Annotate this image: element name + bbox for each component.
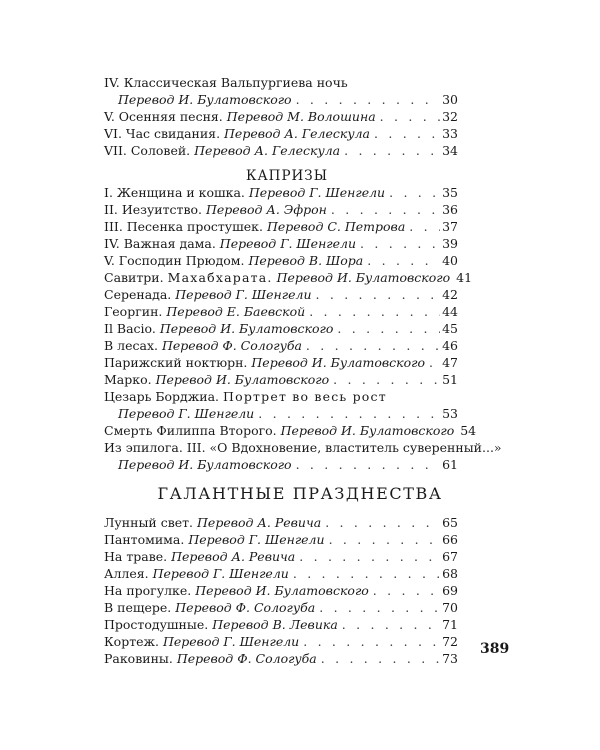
dot-leader	[299, 548, 440, 565]
toc-entry	[104, 184, 458, 201]
entry-title: IV. Важная дама.	[104, 236, 216, 251]
entry-title: Il Bacio.	[104, 321, 156, 336]
entry-page-number: 73	[442, 651, 458, 666]
entry-page-number: 69	[442, 583, 458, 598]
dot-leader	[329, 531, 441, 548]
entry-title: I. Женщина и кошка.	[104, 185, 245, 200]
entry-translator: Перевод Г. Шенгели	[248, 185, 386, 200]
entry-page-number: 65	[442, 515, 458, 530]
entry-translator: Перевод А. Эфрон	[205, 202, 327, 217]
entry-title: Из эпилога. III. «О Вдохновение, властитель суверенный...»	[104, 440, 502, 455]
entry-page-number: 41	[456, 270, 473, 285]
entry-page-number: 71	[442, 617, 458, 632]
entry-translator: Перевод М. Волошина	[226, 109, 376, 124]
entry-title: V. Осенняя песня.	[104, 109, 223, 124]
dot-leader	[344, 142, 440, 159]
toc-entry	[104, 235, 458, 252]
entry-translator: Перевод И. Булатовского	[280, 423, 455, 438]
toc-entry	[104, 582, 458, 599]
entry-translator: Перевод Ф. Сологуба	[161, 338, 302, 353]
entry-text	[104, 235, 356, 252]
toc-entry	[104, 354, 458, 371]
entry-translator: Перевод И. Булатовского	[195, 583, 369, 598]
entry-page-number: 37	[442, 219, 458, 234]
entry-page-number: 72	[442, 634, 458, 649]
entry-page-number: 46	[442, 338, 458, 353]
entry-text	[104, 184, 385, 201]
entry-translator: Перевод А. Гелескула	[224, 126, 370, 141]
toc-entry	[104, 371, 458, 388]
entry-page-number: 39	[442, 236, 458, 251]
toc-entry	[104, 337, 458, 354]
entry-title: Георгин.	[104, 304, 163, 319]
toc-entry-title-line	[104, 439, 502, 456]
dot-leader	[429, 354, 440, 371]
entry-text	[104, 548, 295, 565]
section-heading-fetes-galantes: ГАЛАНТНЫЕ ПРАЗДНЕСТВА	[157, 484, 443, 503]
entry-title: Марко.	[104, 372, 152, 387]
entry-title: Пантомима.	[104, 532, 185, 547]
dot-leader	[333, 371, 440, 388]
entry-translator: Перевод Г. Шенгели	[188, 532, 325, 547]
entry-page-number: 44	[442, 304, 458, 319]
entry-text	[104, 108, 376, 125]
toc-entry	[104, 548, 458, 565]
entry-translator: Перевод А. Ревича	[197, 515, 322, 530]
entry-page-number: 51	[442, 372, 458, 387]
dot-leader	[296, 456, 441, 473]
toc-group-caprices	[104, 184, 502, 473]
entry-page-number: 36	[442, 202, 458, 217]
entry-translator: Перевод Ф. Сологуба	[175, 600, 316, 615]
entry-subtitle: Портрет во весь рост	[223, 389, 387, 404]
entry-title: Простодушные.	[104, 617, 209, 632]
entry-translator: Перевод И. Булатовского	[118, 457, 292, 472]
entry-text	[104, 565, 289, 582]
toc-entry	[104, 269, 473, 286]
dot-leader	[342, 616, 440, 633]
entry-translator: Перевод Г. Шенгели	[219, 236, 357, 251]
entry-text	[104, 422, 454, 439]
entry-translator: Перевод А. Гелескула	[194, 143, 341, 158]
entry-page-number: 34	[442, 143, 458, 158]
entry-text	[104, 125, 370, 142]
dot-leader	[331, 201, 440, 218]
entry-translator: Перевод Е. Баевской	[166, 304, 306, 319]
toc-group-fetes-galantes	[104, 514, 458, 667]
toc-entry	[104, 320, 458, 337]
entry-title: V. Господин Прюдом.	[104, 253, 245, 268]
entry-translator: Перевод Г. Шенгели	[175, 287, 312, 302]
dot-leader	[325, 514, 440, 531]
entry-title: Раковины.	[104, 651, 173, 666]
entry-title: На траве.	[104, 549, 168, 564]
entry-title: Лунный свет.	[104, 515, 194, 530]
entry-page-number: 33	[442, 126, 458, 141]
dot-leader	[360, 235, 440, 252]
entry-page-number: 67	[442, 549, 458, 564]
toc-group-verses	[104, 74, 458, 159]
toc-entry	[104, 108, 458, 125]
page-number: 389	[480, 641, 510, 657]
entry-text	[104, 582, 369, 599]
entry-text	[104, 201, 327, 218]
entry-translator: Перевод И. Булатовского	[118, 92, 292, 107]
entry-page-number: 32	[442, 109, 458, 124]
entry-page-number: 70	[442, 600, 458, 615]
entry-page-number: 53	[442, 406, 458, 421]
entry-translator: Перевод И. Булатовского	[159, 321, 334, 336]
entry-text	[104, 269, 450, 286]
entry-page-number: 30	[442, 92, 458, 107]
entry-title: Смерть Филиппа Второго.	[104, 423, 277, 438]
toc-entry	[104, 142, 458, 159]
dot-leader	[409, 218, 440, 235]
dot-leader	[303, 633, 440, 650]
toc-entry	[104, 531, 458, 548]
toc-entry-continuation	[104, 91, 458, 108]
toc-entry-continuation	[104, 456, 458, 473]
entry-page-number: 61	[442, 457, 458, 472]
entry-title: Серенада.	[104, 287, 172, 302]
entry-page-number: 68	[442, 566, 458, 581]
entry-translator: Перевод И. Булатовского	[155, 372, 330, 387]
toc-entry	[104, 286, 458, 303]
entry-text	[104, 252, 363, 269]
entry-title: II. Иезуитство.	[104, 202, 202, 217]
entry-title: III. Песенка простушек.	[104, 219, 263, 234]
entry-translator: Перевод И. Булатовского	[276, 270, 451, 285]
entry-title: В лесах.	[104, 338, 158, 353]
toc-entry-title-line	[104, 74, 458, 91]
toc-entry	[104, 633, 458, 650]
entry-title: На прогулке.	[104, 583, 192, 598]
entry-text	[104, 303, 305, 320]
entry-text	[104, 650, 317, 667]
entry-translator: Перевод В. Левика	[212, 617, 338, 632]
entry-text	[104, 286, 312, 303]
dot-leader	[380, 108, 440, 125]
entry-translator: Перевод В. Шора	[248, 253, 364, 268]
entry-title: В пещере.	[104, 600, 172, 615]
toc-entry	[104, 303, 458, 320]
entry-translator: Перевод С. Петрова	[266, 219, 406, 234]
dot-leader	[367, 252, 440, 269]
entry-title: Парижский ноктюрн.	[104, 355, 248, 370]
section-heading-caprices: КАПРИЗЫ	[246, 168, 328, 184]
toc-entry	[104, 650, 458, 667]
dot-leader	[258, 405, 440, 422]
entry-page-number: 40	[442, 253, 458, 268]
entry-title: VII. Соловей.	[104, 143, 191, 158]
entry-page-number: 42	[442, 287, 458, 302]
dot-leader	[296, 91, 441, 108]
entry-text	[104, 337, 302, 354]
entry-text	[104, 320, 333, 337]
entry-translator: Перевод И. Булатовского	[251, 355, 425, 370]
dot-leader	[337, 320, 440, 337]
entry-title: VI. Час свидания.	[104, 126, 221, 141]
entry-text	[104, 218, 405, 235]
toc-entry	[104, 514, 458, 531]
entry-page-number: 45	[442, 321, 458, 336]
toc-entry-title-line	[104, 388, 458, 405]
entry-text	[104, 142, 340, 159]
toc-entry	[104, 616, 458, 633]
dot-leader	[373, 582, 440, 599]
dot-leader	[321, 650, 440, 667]
entry-page-number: 66	[442, 532, 458, 547]
entry-text	[104, 354, 425, 371]
toc-entry	[104, 422, 477, 439]
toc-entry	[104, 252, 458, 269]
dot-leader	[316, 286, 441, 303]
entry-text	[104, 599, 315, 616]
toc-entry	[104, 125, 458, 142]
toc-entry	[104, 599, 458, 616]
entry-translator: Перевод Ф. Сологуба	[176, 651, 317, 666]
entry-text	[104, 531, 325, 548]
entry-page-number: 47	[442, 355, 458, 370]
entry-page-number: 54	[460, 423, 477, 438]
dot-leader	[389, 184, 440, 201]
entry-title: Савитри.	[104, 270, 164, 285]
dot-leader	[319, 599, 440, 616]
entry-text	[104, 514, 321, 531]
dot-leader	[293, 565, 440, 582]
entry-page-number: 35	[442, 185, 458, 200]
entry-text	[104, 633, 299, 650]
toc-entry	[104, 565, 458, 582]
entry-translator: Перевод Г. Шенгели	[152, 566, 289, 581]
entry-text	[104, 371, 329, 388]
entry-title: Цезарь Борджиа.	[104, 389, 220, 404]
dot-leader	[306, 337, 440, 354]
dot-leader	[374, 125, 440, 142]
toc-entry	[104, 218, 458, 235]
entry-translator: Перевод А. Ревича	[171, 549, 296, 564]
entry-title: Кортеж.	[104, 634, 159, 649]
entry-title: Аллея.	[104, 566, 149, 581]
entry-translator: Перевод Г. Шенгели	[162, 634, 300, 649]
dot-leader	[309, 303, 440, 320]
toc-entry-continuation	[104, 405, 458, 422]
entry-title: IV. Классическая Вальпургиева ночь	[104, 75, 348, 90]
entry-translator: Перевод Г. Шенгели	[118, 406, 255, 421]
entry-subtitle: Махабхарата.	[167, 270, 273, 285]
toc-entry	[104, 201, 458, 218]
entry-text	[104, 616, 338, 633]
